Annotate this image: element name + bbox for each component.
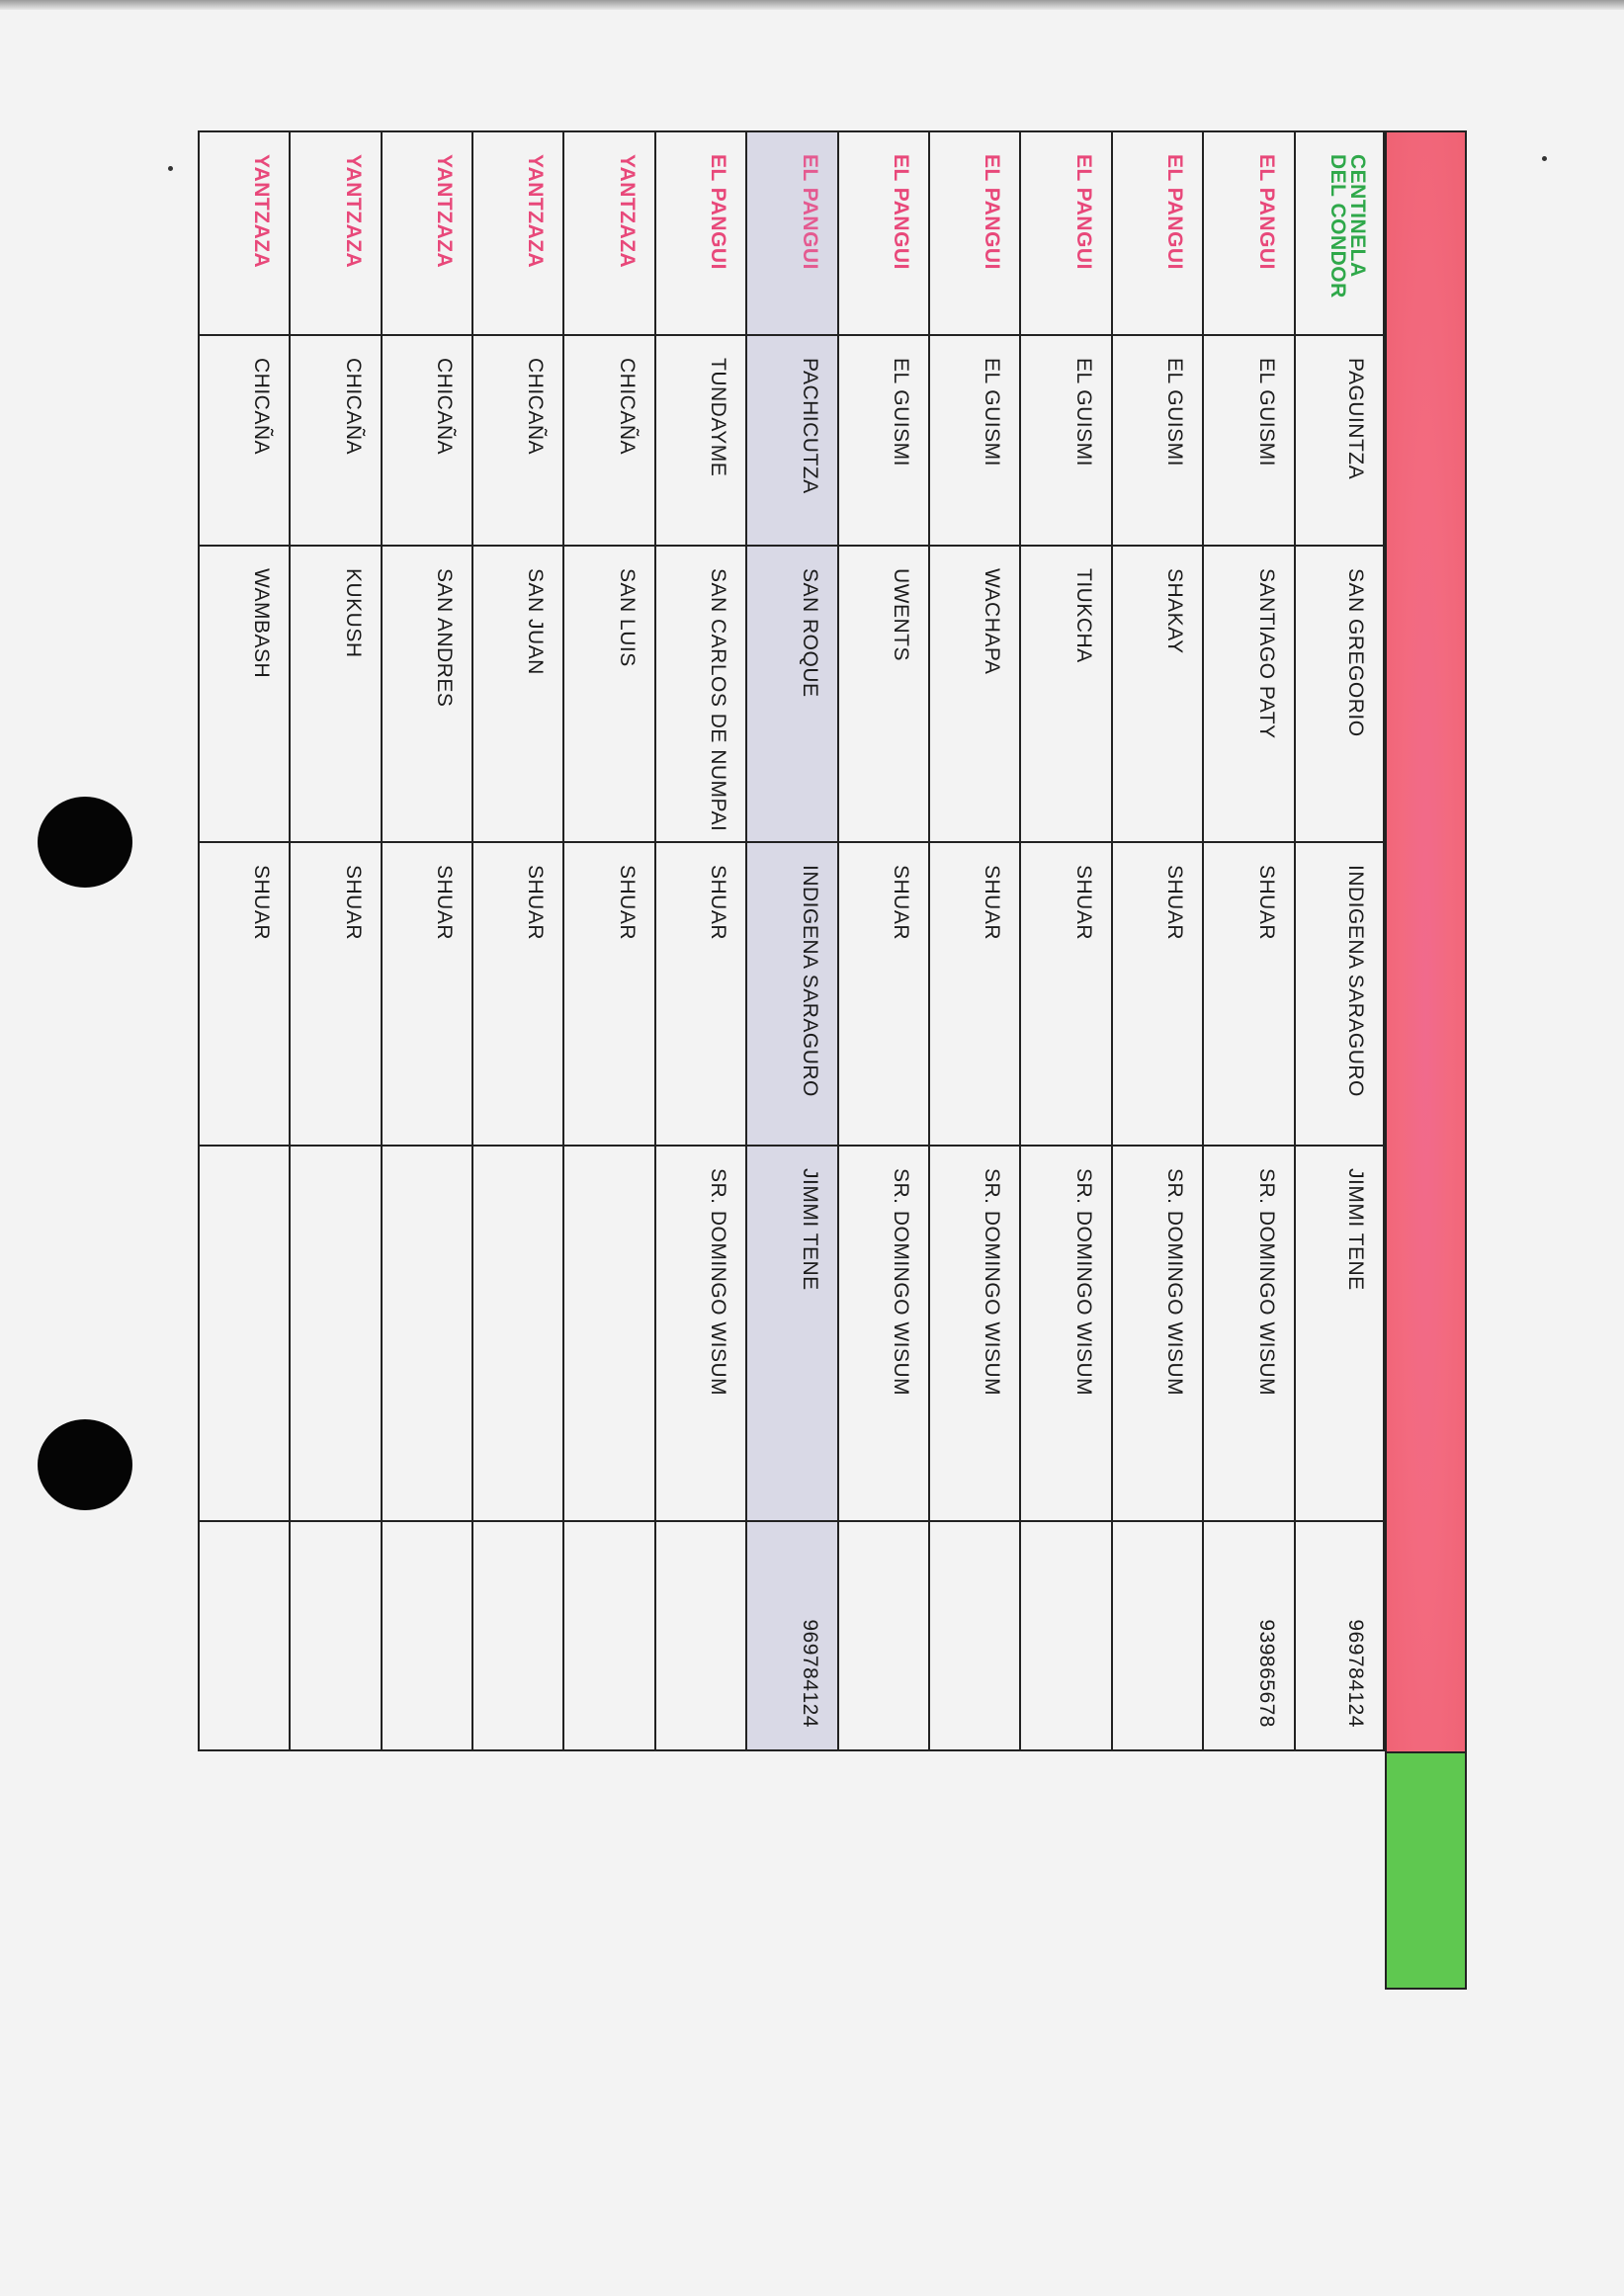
parish-cell: EL GUISMI: [1111, 336, 1202, 547]
phone-cell: [1019, 1522, 1110, 1751]
nationality-cell: SHUAR: [289, 843, 380, 1147]
leader-cell: JIMMI TENE: [745, 1147, 836, 1522]
header-green-band: [1385, 1751, 1467, 1990]
community-cell: UWENTS: [837, 547, 928, 843]
community-cell: WACHAPA: [928, 547, 1019, 843]
canton-cell: EL PANGUI: [837, 130, 928, 336]
community-cell: SANTIAGO PATY: [1202, 547, 1293, 843]
punch-hole-top: [38, 797, 132, 888]
canton-cell: EL PANGUI: [1019, 130, 1110, 336]
table-row: [289, 130, 380, 1990]
nationality-cell: SHUAR: [1111, 843, 1202, 1147]
phone-cell: [381, 1522, 471, 1751]
phone-cell: [1111, 1522, 1202, 1751]
community-table: [198, 130, 1624, 1728]
parish-cell: EL GUISMI: [1202, 336, 1293, 547]
parish-cell: CHICAÑA: [198, 336, 289, 547]
community-cell: KUKUSH: [289, 547, 380, 843]
community-cell: SAN LUIS: [562, 547, 653, 843]
canton-cell: YANTZAZA: [198, 130, 289, 336]
leader-cell: SR. DOMINGO WISUM: [928, 1147, 1019, 1522]
phone-cell: [928, 1522, 1019, 1751]
parish-cell: TUNDAYME: [654, 336, 745, 547]
table-row: [1202, 130, 1293, 1990]
table-header: [1385, 130, 1467, 1990]
phone-cell: [837, 1522, 928, 1751]
parish-cell: PAGUINTZA: [1294, 336, 1385, 547]
parish-cell: CHICAÑA: [562, 336, 653, 547]
leader-cell: SR. DOMINGO WISUM: [1111, 1147, 1202, 1522]
table-row: [381, 130, 471, 1990]
leader-cell: [289, 1147, 380, 1522]
leader-cell: [198, 1147, 289, 1522]
community-cell: TIUKCHA: [1019, 547, 1110, 843]
table-row: [1019, 130, 1110, 1990]
phone-cell: [654, 1522, 745, 1751]
community-cell: WAMBASH: [198, 547, 289, 843]
phone-cell: [562, 1522, 653, 1751]
nationality-cell: SHUAR: [381, 843, 471, 1147]
parish-cell: CHICAÑA: [471, 336, 562, 547]
community-cell: SAN CARLOS DE NUMPAI: [654, 547, 745, 843]
nationality-cell: SHUAR: [928, 843, 1019, 1147]
scan-speck: [168, 166, 173, 171]
canton-cell: YANTZAZA: [289, 130, 380, 336]
canton-cell: EL PANGUI: [1202, 130, 1293, 336]
table-row-highlighted: [745, 130, 836, 1990]
canton-cell: YANTZAZA: [381, 130, 471, 336]
canton-cell: EL PANGUI: [928, 130, 1019, 336]
parish-cell: PACHICUTZA: [745, 336, 836, 547]
community-cell: SAN GREGORIO: [1294, 547, 1385, 843]
phone-cell: [289, 1522, 380, 1751]
leader-cell: [471, 1147, 562, 1522]
parish-cell: EL GUISMI: [837, 336, 928, 547]
leader-cell: SR. DOMINGO WISUM: [1202, 1147, 1293, 1522]
scan-edge: [0, 0, 1624, 10]
table-row: [562, 130, 653, 1990]
canton-cell: EL PANGUI: [654, 130, 745, 336]
nationality-cell: SHUAR: [837, 843, 928, 1147]
table-row: [837, 130, 928, 1990]
leader-cell: JIMMI TENE: [1294, 1147, 1385, 1522]
canton-cell: YANTZAZA: [562, 130, 653, 336]
nationality-cell: SHUAR: [1019, 843, 1110, 1147]
phone-cell: [198, 1522, 289, 1751]
community-cell: SAN ROQUE: [745, 547, 836, 843]
nationality-cell: SHUAR: [198, 843, 289, 1147]
canton-cell: EL PANGUI: [745, 130, 836, 336]
leader-cell: [381, 1147, 471, 1522]
nationality-cell: SHUAR: [654, 843, 745, 1147]
parish-cell: CHICAÑA: [289, 336, 380, 547]
table-row: [1111, 130, 1202, 1990]
phone-cell: 969784124: [745, 1522, 836, 1751]
nationality-cell: SHUAR: [562, 843, 653, 1147]
table-row: [928, 130, 1019, 1990]
table-row: [654, 130, 745, 1990]
nationality-cell: INDIGENA SARAGURO: [745, 843, 836, 1147]
phone-cell: [471, 1522, 562, 1751]
community-cell: SHAKAY: [1111, 547, 1202, 843]
punch-hole-bottom: [38, 1419, 132, 1510]
table-row: [1294, 130, 1385, 1990]
leader-cell: SR. DOMINGO WISUM: [1019, 1147, 1110, 1522]
nationality-cell: SHUAR: [471, 843, 562, 1147]
table-row: [198, 130, 289, 1990]
community-cell: SAN ANDRES: [381, 547, 471, 843]
table-body: [198, 130, 1467, 1990]
nationality-cell: INDIGENA SARAGURO: [1294, 843, 1385, 1147]
leader-cell: SR. DOMINGO WISUM: [837, 1147, 928, 1522]
parish-cell: EL GUISMI: [1019, 336, 1110, 547]
parish-cell: EL GUISMI: [928, 336, 1019, 547]
phone-cell: 939865678: [1202, 1522, 1293, 1751]
parish-cell: CHICAÑA: [381, 336, 471, 547]
canton-cell: EL PANGUI: [1111, 130, 1202, 336]
canton-cell: CENTINELA DEL CONDOR: [1294, 130, 1385, 336]
leader-cell: SR. DOMINGO WISUM: [654, 1147, 745, 1522]
community-cell: SAN JUAN: [471, 547, 562, 843]
header-color-band: [1385, 130, 1467, 1751]
table-row: [471, 130, 562, 1990]
phone-cell: 969784124: [1294, 1522, 1385, 1751]
leader-cell: [562, 1147, 653, 1522]
nationality-cell: SHUAR: [1202, 843, 1293, 1147]
canton-cell: YANTZAZA: [471, 130, 562, 336]
